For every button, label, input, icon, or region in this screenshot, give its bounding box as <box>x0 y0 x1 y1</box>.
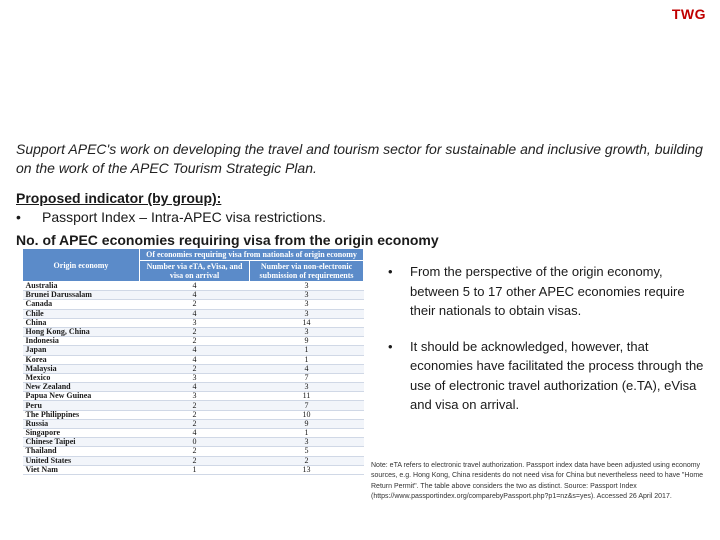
table-row <box>23 456 364 465</box>
non-electronic-count-cell: 1 <box>250 346 364 355</box>
non-electronic-count-cell: 10 <box>250 410 364 419</box>
economy-cell: New Zealand <box>23 383 140 392</box>
evisa-count-cell: 4 <box>140 309 250 318</box>
non-electronic-count-cell: 3 <box>250 300 364 309</box>
header-origin: Origin economy <box>23 249 140 282</box>
non-electronic-count-cell: 5 <box>250 447 364 456</box>
evisa-count-cell: 2 <box>140 456 250 465</box>
evisa-count-cell: 4 <box>140 346 250 355</box>
evisa-count-cell: 3 <box>140 392 250 401</box>
non-electronic-count-cell: 3 <box>250 438 364 447</box>
visa-table <box>22 248 364 475</box>
table-row <box>23 346 364 355</box>
section-heading: Proposed indicator (by group): <box>16 190 222 206</box>
economy-cell: Hong Kong, China <box>23 327 140 336</box>
evisa-count-cell: 4 <box>140 355 250 364</box>
non-electronic-count-cell: 9 <box>250 337 364 346</box>
header-group: Of economies requiring visa from nationals of origin economy <box>140 249 364 261</box>
economy-cell: China <box>23 318 140 327</box>
economy-cell: Russia <box>23 419 140 428</box>
non-electronic-count-cell: 3 <box>250 327 364 336</box>
commentary-point <box>388 262 710 321</box>
group-tag: TWG <box>671 6 706 22</box>
economy-cell: Indonesia <box>23 337 140 346</box>
economy-cell: Viet Nam <box>23 465 140 474</box>
table-row <box>23 392 364 401</box>
evisa-count-cell: 2 <box>140 327 250 336</box>
evisa-count-cell: 1 <box>140 465 250 474</box>
economy-cell: Korea <box>23 355 140 364</box>
evisa-count-cell: 4 <box>140 282 250 291</box>
non-electronic-count-cell: 7 <box>250 401 364 410</box>
economy-cell: Mexico <box>23 373 140 382</box>
non-electronic-count-cell: 3 <box>250 282 364 291</box>
table-row <box>23 300 364 309</box>
commentary-point <box>388 337 710 415</box>
economy-cell: Chinese Taipei <box>23 438 140 447</box>
commentary-text: From the perspective of the origin economy, between 5 to 17 other APEC economies require their nationals to obtain visas. <box>410 264 685 318</box>
non-electronic-count-cell: 9 <box>250 419 364 428</box>
economy-cell: Peru <box>23 401 140 410</box>
table-row <box>23 410 364 419</box>
economy-cell: Canada <box>23 300 140 309</box>
non-electronic-count-cell: 1 <box>250 429 364 438</box>
economy-cell: Chile <box>23 309 140 318</box>
commentary <box>388 262 710 431</box>
evisa-count-cell: 2 <box>140 300 250 309</box>
non-electronic-count-cell: 4 <box>250 364 364 373</box>
non-electronic-count-cell: 7 <box>250 373 364 382</box>
economy-cell: Singapore <box>23 429 140 438</box>
economy-cell: Papua New Guinea <box>23 392 140 401</box>
intro-text: Support APEC's work on developing the travel and tourism sector for sustainable and inclusive growth, building on the work of the APEC Tourism Strategic Plan. <box>16 141 703 176</box>
economy-cell: Thailand <box>23 447 140 456</box>
table-row <box>23 309 364 318</box>
economy-cell: The Philippines <box>23 410 140 419</box>
economy-cell: Japan <box>23 346 140 355</box>
indicator-bullet <box>16 209 326 225</box>
economy-cell: Australia <box>23 282 140 291</box>
bullet-dot: • <box>388 338 393 354</box>
non-electronic-count-cell: 14 <box>250 318 364 327</box>
table-row <box>23 364 364 373</box>
evisa-count-cell: 2 <box>140 337 250 346</box>
table-row <box>23 355 364 364</box>
evisa-count-cell: 2 <box>140 447 250 456</box>
evisa-count-cell: 4 <box>140 291 250 300</box>
evisa-count-cell: 2 <box>140 401 250 410</box>
table-row <box>23 465 364 474</box>
evisa-count-cell: 2 <box>140 364 250 373</box>
evisa-count-cell: 2 <box>140 410 250 419</box>
evisa-count-cell: 3 <box>140 318 250 327</box>
economy-cell: Malaysia <box>23 364 140 373</box>
non-electronic-count-cell: 1 <box>250 355 364 364</box>
table-row <box>23 401 364 410</box>
economy-cell: Brunei Darussalam <box>23 291 140 300</box>
non-electronic-count-cell: 3 <box>250 383 364 392</box>
table-subtitle: No. of APEC economies requiring visa from the origin economy <box>16 232 439 248</box>
header-non-electronic: Number via non-electronic submission of requirements <box>250 261 364 282</box>
non-electronic-count-cell: 3 <box>250 309 364 318</box>
evisa-count-cell: 4 <box>140 429 250 438</box>
evisa-count-cell: 2 <box>140 419 250 428</box>
non-electronic-count-cell: 2 <box>250 456 364 465</box>
header-evisa: Number via eTA, eVisa, and visa on arrival <box>140 261 250 282</box>
bullet-dot: • <box>388 264 393 279</box>
indicator-text: Passport Index – Intra-APEC visa restrictions. <box>42 209 326 225</box>
evisa-count-cell: 0 <box>140 438 250 447</box>
non-electronic-count-cell: 13 <box>250 465 364 474</box>
non-electronic-count-cell: 11 <box>250 392 364 401</box>
economy-cell: United States <box>23 456 140 465</box>
non-electronic-count-cell: 3 <box>250 291 364 300</box>
evisa-count-cell: 3 <box>140 373 250 382</box>
bullet-dot: • <box>16 209 21 225</box>
table-row <box>23 447 364 456</box>
commentary-text: It should be acknowledged, however, that economies have facilitated the process through the use of electronic travel authorization (e.TA), eVisa and visa on arrival. <box>410 338 704 412</box>
source-note: Note: eTA refers to electronic travel authorization. Passport index data have been adjusted using economy sources, e.g. Hong Kong, China residents do not need visa for China but nevertheless need to have "Home Return Permit". The table above considers the two as distinct. Source: Passport Index (https://www.passportindex.org/comparebyPassport.php?p1=nz&s=yes). Accessed 26 April 2017. <box>371 462 704 500</box>
evisa-count-cell: 4 <box>140 383 250 392</box>
